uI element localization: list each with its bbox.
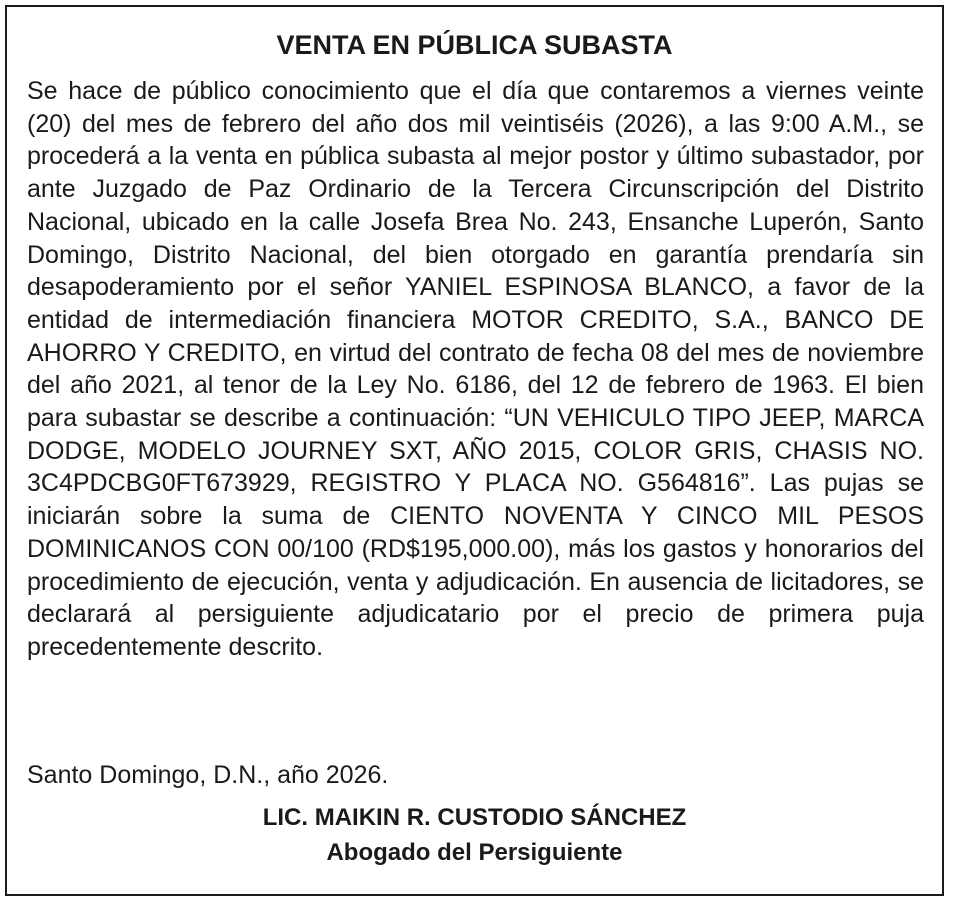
notice-body: Se hace de público conocimiento que el día que contaremos a viernes veinte (20) del mes de febrero del año dos mil veintiséis (2026), a las 9:00 A.M., se procederá a la venta en pública subasta al mejor postor y último subastador, por ante Juzgado de Paz Ordinario de la Tercera Circunscripción del Distrito Nacional, ubicado en la calle Josefa Brea No. 243, Ensanche Luperón, Santo Domingo, Distrito Nacional, del bien otorgado en garantía prendaría sin desapoderamiento por el señor YANIEL ESPINOSA BLANCO, a favor de la entidad de intermediación financiera MOTOR CREDITO, S.A., BANCO DE AHORRO Y CREDITO, en virtud del contrato de fecha 08 del mes de noviembre del año 2021, al tenor de la Ley No. 6186, del 12 de febrero de 1963. El bien para subastar se describe a continuación: “UN VEHICULO TIPO JEEP, MARCA DODGE, MODELO JOURNEY SXT, AÑO 2015, COLOR GRIS, CHASIS NO. 3C4PDCBG0FT673929, REGISTRO Y PLACA NO. G564816”. Las pujas se iniciarán sobre la suma de CIENTO NOVENTA Y CINCO MIL PESOS DOMINICANOS CON 00/100 (RD$195,000.00), más los gastos y honorarios del procedimiento de ejecución, venta y adjudicación. En ausencia de licitadores, se declarará al persiguiente adjudicatario por el precio de primera puja precedentemente descrito. <box>27 77 924 661</box>
signer-role: Abogado del Persiguiente <box>326 839 623 866</box>
notice-title: VENTA EN PÚBLICA SUBASTA <box>276 30 673 60</box>
auction-notice <box>5 5 944 896</box>
place-date: Santo Domingo, D.N., año 2026. <box>27 761 389 789</box>
signer-name: LIC. MAIKIN R. CUSTODIO SÁNCHEZ <box>262 804 687 831</box>
